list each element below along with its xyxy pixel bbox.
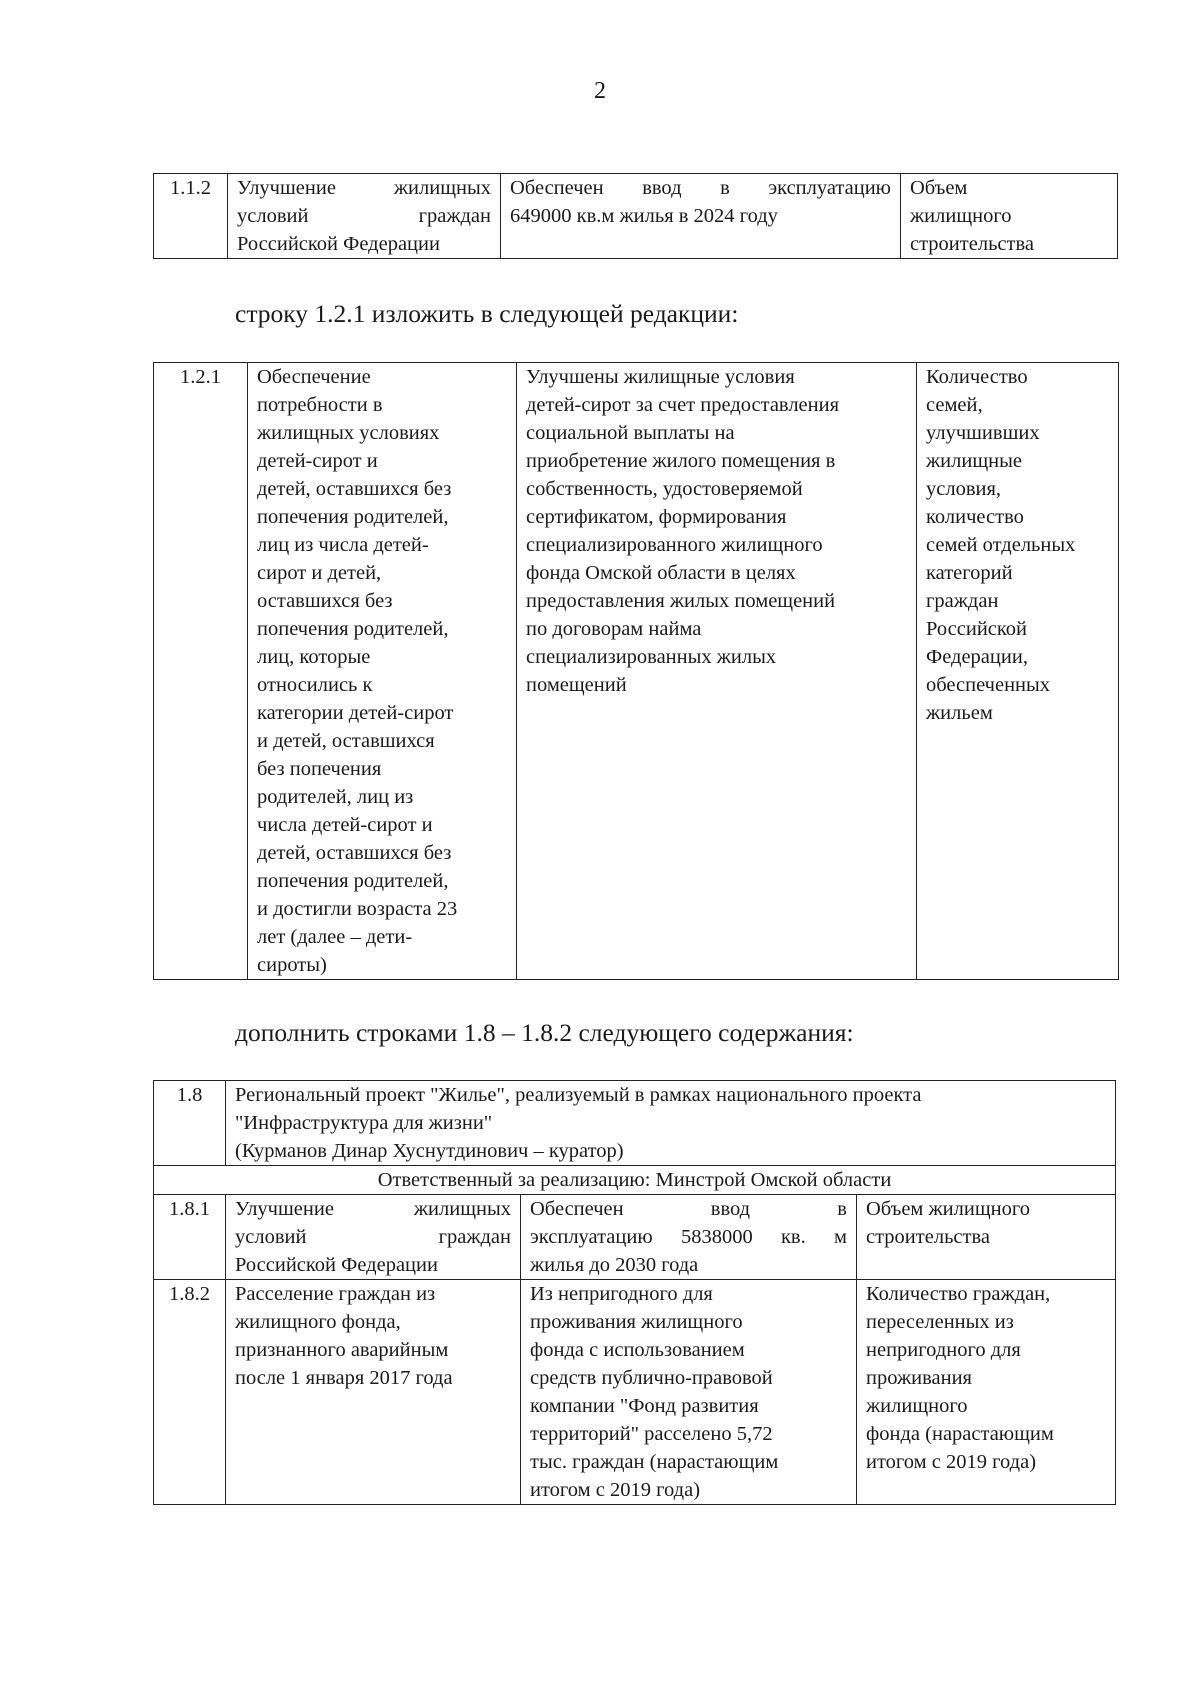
cell-text-line: жилищного xyxy=(866,1395,968,1417)
cell-text-line: предоставления жилых помещений xyxy=(526,590,836,612)
cell-text-line: семей отдельных xyxy=(926,534,1076,556)
cell-text-line: Федерации, xyxy=(926,646,1028,668)
result-cell xyxy=(521,1195,857,1280)
result-cell xyxy=(517,363,917,980)
table-row-1-2-1 xyxy=(153,362,1119,980)
table-row xyxy=(154,363,1119,980)
cell-text-line: фонда (нарастающим xyxy=(866,1423,1054,1445)
cell-text-line: оставшихся без xyxy=(257,590,393,612)
cell-text-line: жилищные xyxy=(926,450,1022,472)
cell-text-line: жилищных условиях xyxy=(257,422,440,444)
cell-text-line: социальной выплаты на xyxy=(526,422,735,444)
cell-text-line: (Курманов Динар Хуснутдинович – куратор) xyxy=(235,1140,624,1162)
cell-text-line: Объем xyxy=(910,177,968,199)
task-cell xyxy=(226,1280,521,1505)
cell-text-line: обеспеченных xyxy=(926,674,1051,696)
cell-text-line: попечения родителей, xyxy=(257,870,449,892)
cell-text-line: средств публично-правовой xyxy=(530,1367,773,1389)
cell-text-line: сертификатом, формирования xyxy=(526,506,787,528)
cell-text-line: Улучшены жилищные условия xyxy=(526,366,795,388)
cell-text-line: жильем xyxy=(926,702,993,724)
cell-text-line: строительства xyxy=(866,1226,990,1248)
cell-text-line: жилищного фонда, xyxy=(235,1311,401,1333)
indicator-cell xyxy=(917,363,1119,980)
table-row xyxy=(154,1081,1116,1166)
cell-text-line: непригодного для xyxy=(866,1339,1021,1361)
cell-text-line: детей-сирот за счет предоставления xyxy=(526,394,840,416)
cell-text-line: Количество xyxy=(926,366,1028,388)
cell-text-line: родителей, лиц из xyxy=(257,786,414,808)
cell-text-line: Обеспечен ввод в эксплуатацию xyxy=(510,177,891,199)
cell-text-line: проживания xyxy=(866,1367,972,1389)
row-number-cell: 1.8 xyxy=(154,1081,226,1166)
cell-text-line: условий граждан xyxy=(235,1226,511,1248)
cell-text-line: "Инфраструктура для жизни" xyxy=(235,1112,493,1134)
cell-text-line: фонда Омской области в целях xyxy=(526,562,796,584)
cell-text-line: фонда с использованием xyxy=(530,1339,745,1361)
cell-text-line: Количество граждан, xyxy=(866,1283,1051,1305)
table-rows-1-8 xyxy=(153,1080,1116,1505)
cell-text-line: условий граждан xyxy=(237,205,491,227)
cell-text-line: жилищного xyxy=(910,205,1012,227)
cell-text-line: специализированных жилых xyxy=(526,646,777,668)
cell-text-line: проживания жилищного xyxy=(530,1311,743,1333)
cell-text-line: Улучшение жилищных xyxy=(237,177,491,199)
cell-text-line: итогом с 2019 года) xyxy=(866,1451,1037,1473)
cell-text-line: Обеспечение xyxy=(257,366,371,388)
cell-text-line: после 1 января 2017 года xyxy=(235,1367,453,1389)
cell-text-line: семей, xyxy=(926,394,983,416)
cell-text-line: итогом с 2019 года) xyxy=(530,1479,701,1501)
task-cell xyxy=(226,1195,521,1280)
cell-text-line: лиц из числа детей- xyxy=(257,534,429,556)
row-number-cell: 1.8.2 xyxy=(154,1280,226,1505)
cell-text-line: сирот и детей, xyxy=(257,562,382,584)
table-row xyxy=(154,1280,1116,1505)
row-number-cell: 1.1.2 xyxy=(154,174,228,259)
cell-text-line: Из непригодного для xyxy=(530,1283,713,1305)
cell-text-line: улучшивших xyxy=(926,422,1040,444)
cell-text-line: Российской xyxy=(926,618,1028,640)
cell-text-line: тыс. граждан (нарастающим xyxy=(530,1451,779,1473)
cell-text-line: числа детей-сирот и xyxy=(257,814,433,836)
cell-text-line: сироты) xyxy=(257,954,327,976)
instruction-text-2: дополнить строками 1.8 – 1.8.2 следующего содержания: xyxy=(235,1018,854,1047)
cell-text-line: категорий xyxy=(926,562,1013,584)
cell-text-line: детей, оставшихся без xyxy=(257,478,452,500)
project-title-cell xyxy=(226,1081,1116,1166)
cell-text-line: строительства xyxy=(910,233,1034,255)
cell-text-line: без попечения xyxy=(257,758,382,780)
cell-text-line: лет (далее – дети- xyxy=(257,926,413,948)
indicator-cell xyxy=(857,1280,1116,1505)
indicator-cell xyxy=(857,1195,1116,1280)
cell-text-line: количество xyxy=(926,506,1024,528)
table-row xyxy=(154,174,1118,259)
cell-text-line: попечения родителей, xyxy=(257,506,449,528)
cell-text-line: детей-сирот и xyxy=(257,450,378,472)
result-cell xyxy=(501,174,901,259)
cell-text-line: переселенных из xyxy=(866,1311,1014,1333)
instruction-text-1: строку 1.2.1 изложить в следующей редакции: xyxy=(235,299,739,328)
cell-text-line: Улучшение жилищных xyxy=(235,1198,511,1220)
cell-text-line: собственность, удостоверяемой xyxy=(526,478,803,500)
cell-text-line: Обеспечен ввод в xyxy=(530,1198,847,1220)
result-cell xyxy=(521,1280,857,1505)
indicator-cell xyxy=(901,174,1118,259)
cell-text-line: попечения родителей, xyxy=(257,618,449,640)
cell-text-line: лиц, которые xyxy=(257,646,371,668)
table-row xyxy=(154,1166,1116,1195)
cell-text-line: относились к xyxy=(257,674,373,696)
cell-text-line: по договорам найма xyxy=(526,618,702,640)
task-cell xyxy=(228,174,501,259)
cell-text-line: Российской Федерации xyxy=(237,233,440,255)
cell-text-line: территорий" расселено 5,72 xyxy=(530,1423,773,1445)
cell-text-line: Региональный проект "Жилье", реализуемый в рамках национального проекта xyxy=(235,1084,922,1106)
cell-text-line: граждан xyxy=(926,590,999,612)
cell-text-line: и детей, оставшихся xyxy=(257,730,435,752)
table-row xyxy=(154,1195,1116,1280)
cell-text-line: и достигли возраста 23 xyxy=(257,898,458,920)
cell-text-line: эксплуатацию 5838000 кв. м xyxy=(530,1226,847,1248)
cell-text-line: приобретение жилого помещения в xyxy=(526,450,836,472)
cell-text-line: специализированного жилищного xyxy=(526,534,823,556)
cell-text-line: детей, оставшихся без xyxy=(257,842,452,864)
cell-text-line: Объем жилищного xyxy=(866,1198,1031,1220)
cell-text-line: жилья до 2030 года xyxy=(530,1254,699,1276)
cell-text-line: компании "Фонд развития xyxy=(530,1395,759,1417)
table-row-1-1-2 xyxy=(153,173,1118,259)
page-number: 2 xyxy=(594,78,606,104)
cell-text-line: условия, xyxy=(926,478,1002,500)
cell-text-line: категории детей-сирот xyxy=(257,702,454,724)
task-cell xyxy=(248,363,517,980)
cell-text-line: помещений xyxy=(526,674,627,696)
cell-text-line: Расселение граждан из xyxy=(235,1283,436,1305)
row-number-cell: 1.2.1 xyxy=(154,363,248,980)
cell-text-line: Российской Федерации xyxy=(235,1254,438,1276)
cell-text-line: потребности в xyxy=(257,394,383,416)
cell-text-line: 649000 кв.м жилья в 2024 году xyxy=(510,205,778,227)
cell-text-line: признанного аварийным xyxy=(235,1339,449,1361)
responsible-cell: Ответственный за реализацию: Минстрой Омской области xyxy=(154,1166,1116,1195)
row-number-cell: 1.8.1 xyxy=(154,1195,226,1280)
